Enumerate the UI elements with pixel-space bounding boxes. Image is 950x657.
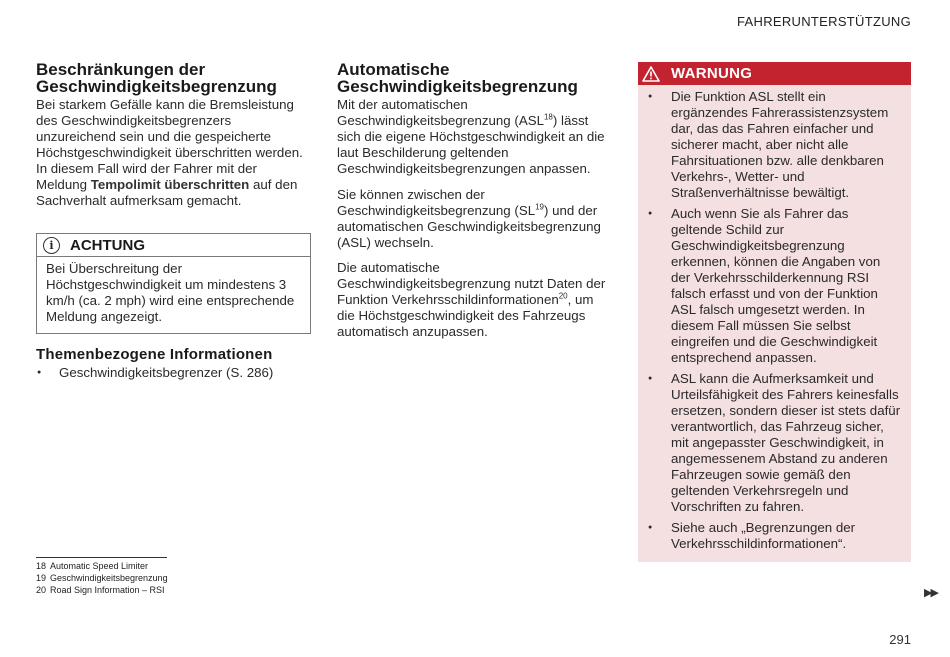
footnote-text: Road Sign Information – RSI <box>50 585 165 595</box>
warning-triangle-icon <box>642 66 660 82</box>
p3-text: Die automatische Geschwindigkeitsbegrenzung nutzt Daten der Funktion Verkehrsschildinformationen <box>337 260 606 307</box>
footnote-ref-18[interactable]: 18 <box>543 112 553 122</box>
warning-item[interactable]: ● Siehe auch „Begrenzungen der Verkehrsschildinformationen“. <box>648 520 901 552</box>
column-automatic-speed-limiter <box>337 61 612 349</box>
footnote-number: 19 <box>36 573 47 583</box>
heading-limitations <box>36 61 311 95</box>
footnote-number: 18 <box>36 561 47 571</box>
p1-text-end: ) lässt sich die eigene Höchstgeschwindigkeit an die laut Beschilderung geltenden Geschwindigkeitsbegrenzungen anpassen. <box>337 113 605 176</box>
p2-text-end: ) und der automatischen Geschwindigkeitsbegrenzung (ASL) wechseln. <box>337 203 601 250</box>
asl-description <box>337 97 612 340</box>
related-info-list <box>36 365 311 381</box>
warning-body <box>638 85 911 562</box>
footnote-19 <box>36 572 168 584</box>
info-icon: i <box>43 237 60 254</box>
paragraph-3 <box>337 260 612 340</box>
continue-arrows-icon[interactable]: ▶▶ <box>924 587 937 599</box>
heading-line-2: Geschwindigkeitsbegrenzung <box>337 77 578 96</box>
p2-text: Sie können zwischen der Geschwindigkeitsbegrenzung (SL <box>337 187 536 218</box>
related-info-heading: Themenbezogene Informationen <box>36 346 273 363</box>
warning-title: WARNUNG <box>671 65 753 82</box>
footnote-18 <box>36 560 168 572</box>
heading-automatic-limiter <box>337 61 612 95</box>
column-speed-limiter-limitations <box>36 61 311 385</box>
heading-line-1: Beschränkungen der <box>36 60 206 79</box>
footnote-ref-19[interactable]: 19 <box>535 202 544 212</box>
warning-header <box>638 62 911 85</box>
p3-text-end: , um die Höchstgeschwindigkeit des Fahrzeugs automatisch anzupassen. <box>337 292 594 339</box>
message-name: Tempolimit überschritten <box>90 177 250 192</box>
heading-line-2: Geschwindigkeitsbegrenzung <box>36 77 277 96</box>
section-label: FAHRERUNTERSTÜTZUNG <box>737 14 911 29</box>
achtung-notice <box>36 233 311 334</box>
heading-line-1: Automatische <box>337 60 450 79</box>
footnote-20 <box>36 584 168 596</box>
footnote-number: 20 <box>36 585 47 595</box>
footnote-ref-20[interactable]: 20 <box>558 291 568 301</box>
footnote-text: Geschwindigkeitsbegrenzung <box>50 573 168 583</box>
warning-item: ● Die Funktion ASL stellt ein ergänzendes Fahrerassistenzsystem dar, das das Fahren einfacher und sicherer macht, aber nicht alle Fahrsituationen bzw. alle denkbaren Verkehrs-, Wetter- und Straßenverhältnisse bewältigt. <box>648 89 901 201</box>
warning-list <box>648 89 901 552</box>
paragraph-2 <box>337 187 612 251</box>
notice-text: Bei Überschreitung der Höchstgeschwindigkeit um mindestens 3 km/h (ca. 2 mph) wird eine entsprechende Meldung angezeigt. <box>46 261 295 324</box>
p1-text: Mit der automatischen Geschwindigkeitsbegrenzung (ASL <box>337 97 544 128</box>
footnote-text: Automatic Speed Limiter <box>50 561 149 571</box>
footnotes <box>36 560 168 596</box>
notice-title: ACHTUNG <box>70 236 145 254</box>
paragraph-1 <box>337 97 612 177</box>
limitations-paragraph <box>36 97 311 209</box>
warning-item: ● Auch wenn Sie als Fahrer das geltende Schild zur Geschwindigkeitsbegrenzung erkennen, können die Angaben von der Verkehrsschilderkennung RSI falsch erfasst und von der Funktion ASL falsch umgesetzt werden. In diesem Fall müssen Sie selbst eingreifen und die Geschwindigkeit entsprechend anpassen. <box>648 206 901 366</box>
warning-box <box>638 62 911 562</box>
warning-item: ● ASL kann die Aufmerksamkeit und Urteilsfähigkeit des Fahrers keinesfalls ersetzen, sondern dieser ist stets dafür verantwortlich, das Fahrzeug sicher, mit angepasster Geschwindigkeit, in angemessenem Abstand zu anderen Fahrzeugen sowie gemäß den geltenden Verkehrsregeln und Vorschriften zu fahren. <box>648 371 901 515</box>
page-number: 291 <box>889 632 911 647</box>
related-link[interactable]: ● Geschwindigkeitsbegrenzer (S. 286) <box>36 365 311 381</box>
notice-header <box>37 234 310 257</box>
para-text-end: auf den Sachverhalt aufmerksam gemacht. <box>36 177 298 208</box>
para-text: Bei starkem Gefälle kann die Bremsleistung des Geschwindigkeitsbegrenzers unzureichend sein und die gespeicherte Höchstgeschwindigkeit überschritten werden. In diesem Fall wird der Fahrer mit der Meldung <box>36 97 303 192</box>
footnote-divider <box>36 557 167 558</box>
